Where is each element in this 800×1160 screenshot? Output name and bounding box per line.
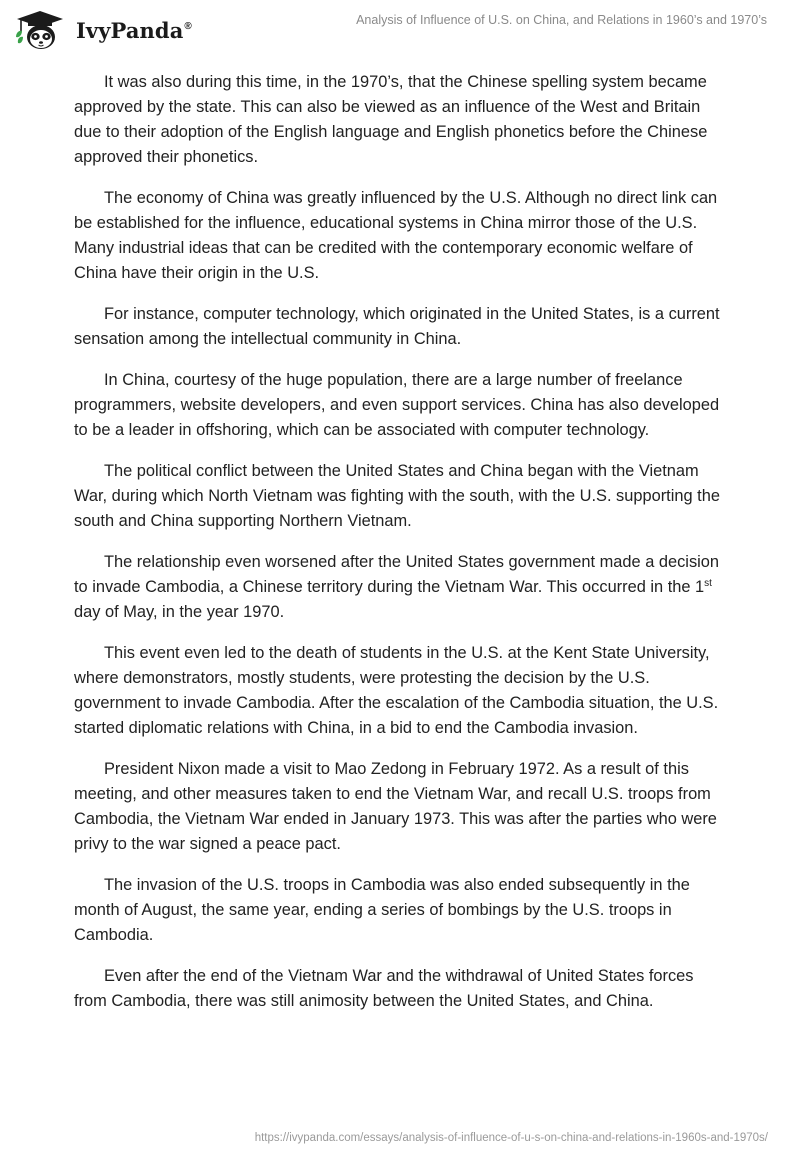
source-url-link[interactable]: https://ivypanda.com/essays/analysis-of-influence-of-u-s-on-china-and-relations-in-1960s-and-1970s/ <box>254 1132 768 1144</box>
paragraph: Even after the end of the Vietnam War and the withdrawal of United States forces from Cambodia, there was still animosity between the United States, and China. <box>74 967 694 1010</box>
page-header <box>0 0 800 60</box>
paragraph: In China, courtesy of the huge population, there are a large number of freelance programmers, website developers, and even support services. China has also developed to be a leader in offshoring, which can be associated with computer technology. <box>74 371 720 439</box>
registered-mark: ® <box>184 20 192 32</box>
paragraph: President Nixon made a visit to Mao Zedong in February 1972. As a result of this meeting, and other measures taken to end the Vietnam War, and recall U.S. troops from Cambodia, the Vietnam War ended in January 1973. This was after the parties who were privy to the war signed a peace pact. <box>74 760 717 853</box>
paragraph: This event even led to the death of students in the U.S. at the Kent State University, where demonstrators, mostly students, were protesting the decision by the U.S. government to invade Cambodia. After the escalation of the Cambodia situation, the U.S. started diplomatic relations with China, in a bid to end the Cambodia invasion. <box>74 644 719 737</box>
ivypanda-logo[interactable] <box>14 10 192 50</box>
ordinal-suffix: st <box>704 578 712 589</box>
paragraph: For instance, computer technology, which originated in the United States, is a current sensation among the intellectual community in China. <box>74 305 720 348</box>
essay-body <box>74 70 729 1030</box>
paragraph <box>74 550 729 625</box>
paragraph: The economy of China was greatly influenced by the U.S. Although no direct link can be established for the influence, educational systems in China mirror those of the U.S. Many industrial ideas that can be credited with the contemporary economic welfare of China have their origin in the U.S. <box>74 189 718 282</box>
paragraph: It was also during this time, in the 1970’s, that the Chinese spelling system became approved by the state. This can also be viewed as an influence of the West and Britain due to their adoption of the English language and English phonetics before the Chinese approved their phonetics. <box>74 73 708 166</box>
document-title: Analysis of Influence of U.S. on China, and Relations in 1960’s and 1970’s <box>356 13 767 27</box>
brand-name: IvyPanda® <box>76 17 192 43</box>
paragraph-text-before: The relationship even worsened after the United States government made a decision to invade Cambodia, a Chinese territory during the Vietnam War. This occurred in the 1 <box>74 553 720 596</box>
paragraph-text-after: day of May, in the year 1970. <box>74 603 285 621</box>
paragraph: The invasion of the U.S. troops in Cambodia was also ended subsequently in the month of August, the same year, ending a series of bombings by the U.S. troops in Cambodia. <box>74 876 690 944</box>
paragraph: The political conflict between the United States and China began with the Vietnam War, during which North Vietnam was fighting with the south, with the U.S. supporting the south and China supporting Northern Vietnam. <box>74 462 720 530</box>
panda-graduate-icon <box>14 10 66 50</box>
